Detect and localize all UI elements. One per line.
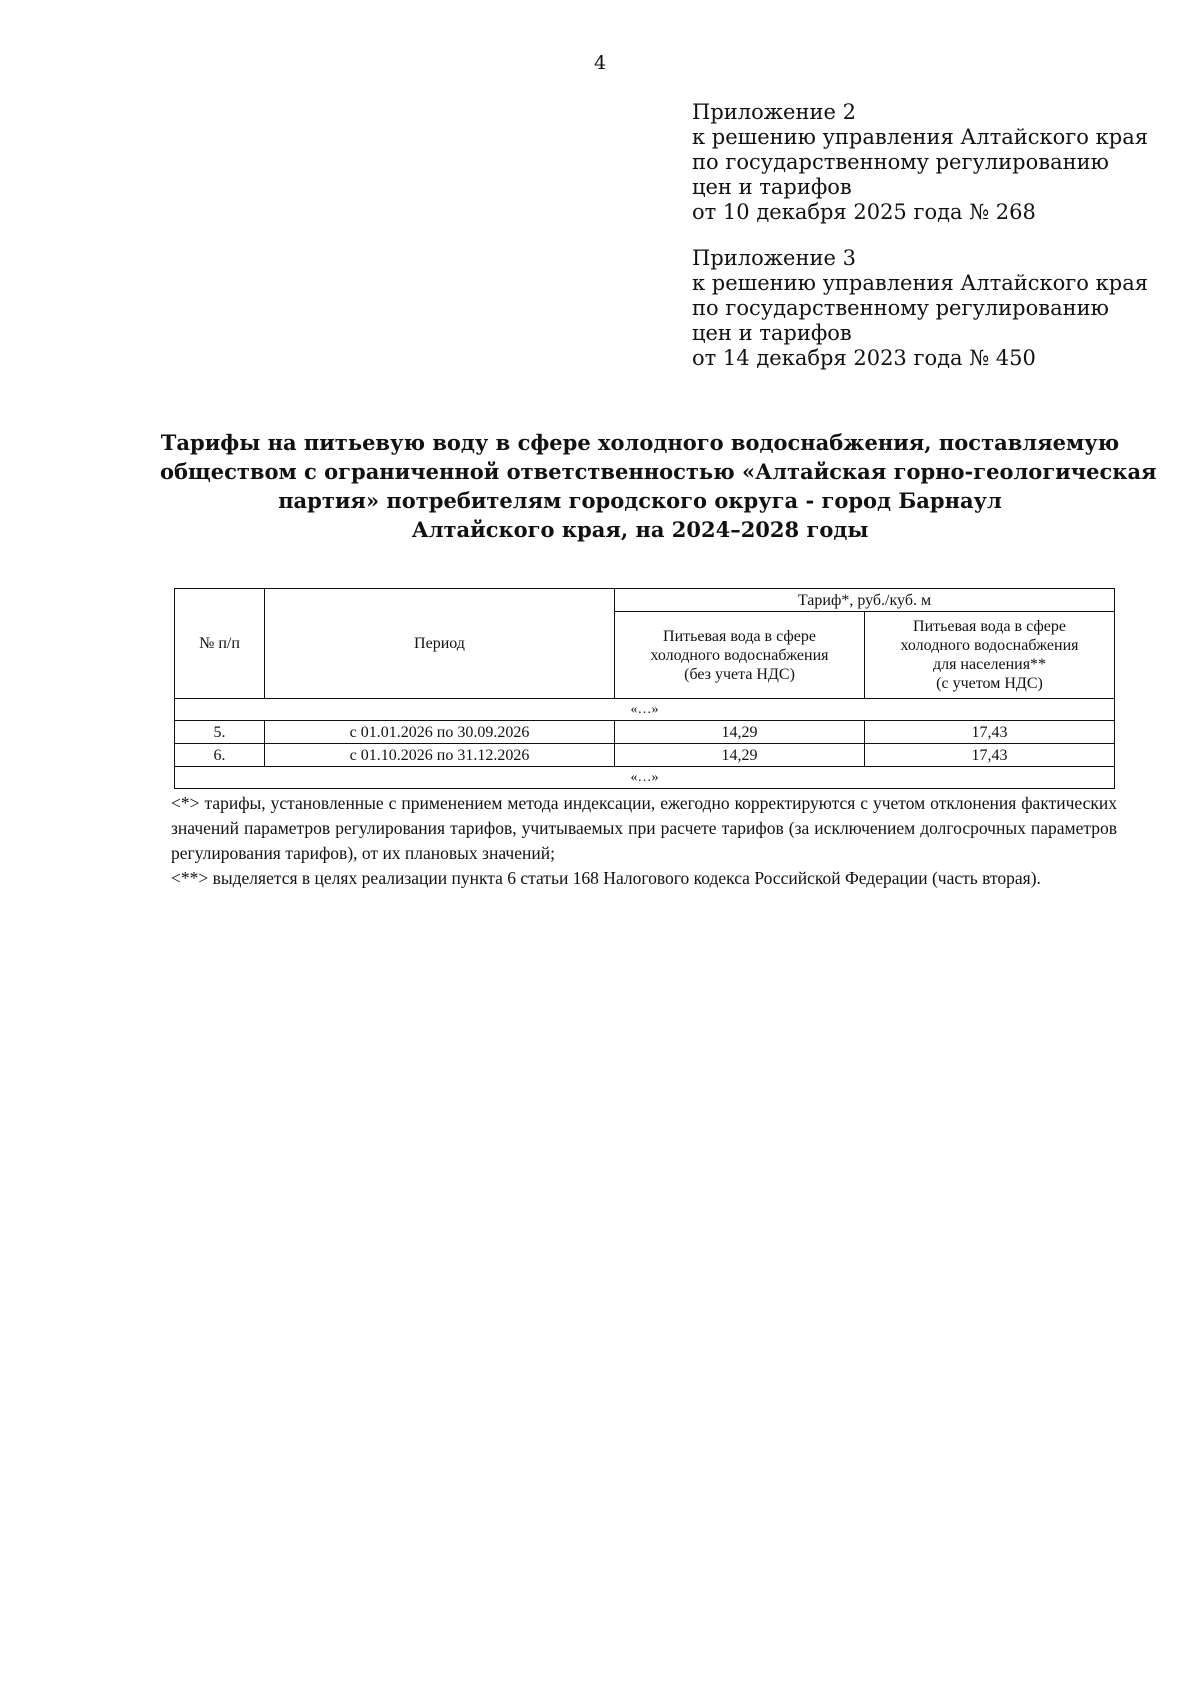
row-period: с 01.01.2026 по 30.09.2026 xyxy=(265,721,615,744)
document-title xyxy=(160,428,1157,544)
header-line: Питьевая вода в сфере xyxy=(663,627,816,645)
appendix-3-line: цен и тарифов xyxy=(692,321,852,345)
appendix-3-line: к решению управления Алтайского края xyxy=(692,271,1148,295)
header-line: холодного водоснабжения xyxy=(900,637,1079,654)
title-line: Тарифы на питьевую воду в сфере холодного водоснабжения, поставляемую xyxy=(160,430,1120,455)
appendix-2-line: по государственному регулированию xyxy=(692,150,1109,174)
table-row xyxy=(175,721,1115,744)
row-period: с 01.10.2026 по 31.12.2026 xyxy=(265,744,615,767)
header-line: Питьевая вода в сфере xyxy=(913,618,1066,635)
header-number: № п/п xyxy=(175,589,265,699)
header-tariff-with-vat xyxy=(865,612,1115,699)
table-row xyxy=(175,744,1115,767)
appendix-2-line: к решению управления Алтайского края xyxy=(692,125,1148,149)
header-line: (без учета НДС) xyxy=(684,665,795,683)
appendix-3-line: по государственному регулированию xyxy=(692,296,1109,320)
appendix-2-line: от 10 декабря 2025 года № 268 xyxy=(692,200,1036,224)
footnotes xyxy=(171,791,1117,891)
table-ellipsis-row: «…» xyxy=(175,767,1115,789)
row-number: 5. xyxy=(175,721,265,744)
row-tariff-with-vat: 17,43 xyxy=(865,744,1115,767)
appendix-2-header xyxy=(692,100,1152,225)
row-tariff-no-vat: 14,29 xyxy=(615,721,865,744)
row-number: 6. xyxy=(175,744,265,767)
appendix-3-line: Приложение 3 xyxy=(692,246,856,270)
appendix-3-header xyxy=(692,246,1152,371)
header-tariff-no-vat xyxy=(615,612,865,699)
tariff-table xyxy=(174,588,1115,789)
appendix-2-line: Приложение 2 xyxy=(692,100,856,124)
footnote-1: <*> тарифы, установленные с применением метода индексации, ежегодно корректируются с учетом отклонения фактических значений параметров регулирования тарифов, учитываемых при расчете тарифов (за исключением долгосрочных параметров регулирования тарифов), от их плановых значений; xyxy=(171,793,1117,863)
title-line: обществом с ограниченной ответственностью «Алтайская горно-геологическая xyxy=(160,459,1157,484)
header-line: (с учетом НДС) xyxy=(936,675,1043,692)
appendix-3-line: от 14 декабря 2023 года № 450 xyxy=(692,346,1036,370)
title-line: партия» потребителям городского округа - город Барнаул xyxy=(278,488,1002,513)
title-line: Алтайского края, на 2024–2028 годы xyxy=(411,517,869,542)
page-number: 4 xyxy=(593,52,607,74)
header-line: холодного водоснабжения xyxy=(650,646,829,664)
row-tariff-no-vat: 14,29 xyxy=(615,744,865,767)
row-tariff-with-vat: 17,43 xyxy=(865,721,1115,744)
header-tariff: Тариф*, руб./куб. м xyxy=(615,589,1115,612)
table-ellipsis-row: «…» xyxy=(175,699,1115,721)
appendix-2-line: цен и тарифов xyxy=(692,175,852,199)
footnote-2: <**> выделяется в целях реализации пункта 6 статьи 168 Налогового кодекса Российской Федерации (часть вторая). xyxy=(171,868,1041,888)
header-period: Период xyxy=(265,589,615,699)
header-line: для населения** xyxy=(932,656,1047,673)
